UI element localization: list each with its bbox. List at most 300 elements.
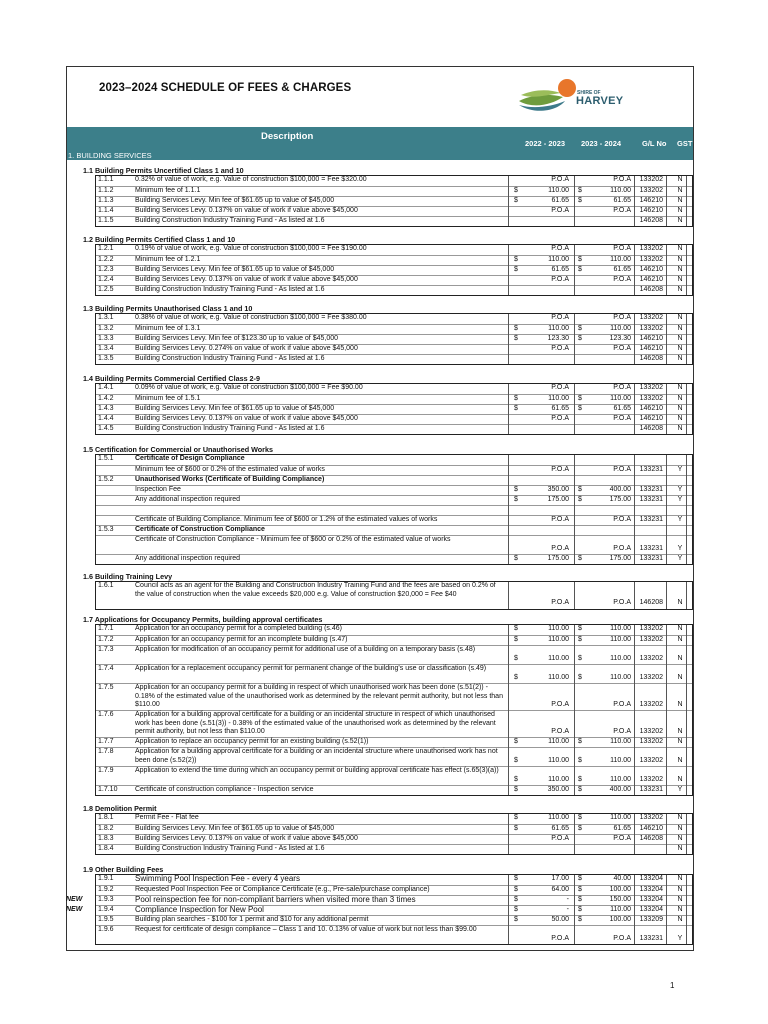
- currency-2022: $: [514, 776, 518, 783]
- fee-2023: P.O.A: [613, 728, 631, 735]
- gst-flag: N: [677, 776, 683, 783]
- column-divider: [634, 384, 635, 434]
- fee-2022: P.O.A: [551, 207, 569, 214]
- fee-2022: 61.65: [551, 266, 569, 273]
- item-description: Building Services Levy. 0.137% on value of work if value above $45,000: [135, 276, 358, 283]
- item-number: 1.4.1: [98, 384, 114, 391]
- gst-flag: N: [677, 728, 683, 735]
- column-divider: [634, 814, 635, 854]
- fee-2023: 400.00: [609, 786, 631, 793]
- item-number: 1.2.4: [98, 276, 114, 283]
- column-divider: [686, 875, 687, 944]
- page-frame: [66, 66, 694, 951]
- fee-2022: P.O.A: [551, 415, 569, 422]
- gl-number: 133204: [639, 896, 663, 903]
- gl-number: 133204: [639, 875, 663, 882]
- item-description: Building Services Levy. Min fee of $61.65 up to value of $45,000: [135, 266, 335, 273]
- gl-number: 133202: [639, 757, 663, 764]
- currency-2022: $: [514, 486, 518, 493]
- item-description: Application to extend the time during which an occupancy permit or building approval certificate has effect (s.65(3)(a)): [135, 767, 499, 774]
- item-description: Application for an occupancy permit for a completed building (s.46): [135, 625, 342, 632]
- section-title: 1.4 Building Permits Commercial Certified Class 2-9: [83, 374, 260, 383]
- fee-2022: 61.65: [551, 825, 569, 832]
- fee-2023: 110.00: [610, 636, 631, 643]
- section-table: [95, 581, 693, 610]
- section-table: [95, 244, 693, 296]
- fee-2022: 110.00: [548, 674, 569, 681]
- item-number: 1.3.5: [98, 355, 114, 362]
- item-number: 1.9.1: [98, 875, 114, 882]
- gst-flag: Y: [677, 516, 683, 523]
- currency-2022: $: [514, 256, 518, 263]
- section-table: [95, 454, 693, 565]
- header-col-gst: GST: [677, 139, 693, 148]
- currency-2022: $: [514, 886, 518, 893]
- item-description: Any additional inspection required: [135, 555, 241, 562]
- fee-2022: 110.00: [548, 625, 569, 632]
- fee-2023: 110.00: [610, 187, 631, 194]
- table-row: [96, 814, 692, 824]
- table-row: [96, 384, 692, 394]
- table-row: [96, 710, 692, 738]
- currency-2023: $: [578, 555, 582, 562]
- currency-2023: $: [578, 916, 582, 923]
- gst-flag: Y: [677, 786, 683, 793]
- table-row: [96, 785, 692, 796]
- section-table: [95, 383, 693, 435]
- item-number: 1.9.5: [98, 916, 114, 923]
- section-title: 1.2 Building Permits Certified Class 1 and 10: [83, 235, 236, 244]
- table-row: [96, 354, 692, 365]
- column-divider: [574, 384, 575, 434]
- column-divider: [634, 455, 635, 564]
- section-table: [66, 874, 693, 945]
- column-divider: [574, 455, 575, 564]
- column-divider: [634, 875, 635, 944]
- item-description: 0.38% of value of work, e.g. Value of construction $100,000 = Fee $380.00: [135, 314, 367, 321]
- currency-2022: $: [514, 906, 518, 913]
- item-description: Application for a building approval certificate for a building or an incidental structure in respect of which unauthorised work has been done (s.51(3)) - 0.38% of the estimated value of the unauthorised work as determined by the relevant permit authority, but not less than $110.00: [135, 711, 496, 736]
- item-description: Application for an occupancy permit for an incomplete building (s.47): [135, 636, 348, 643]
- column-divider: [634, 625, 635, 795]
- column-divider: [574, 875, 575, 944]
- fee-2022: -: [566, 896, 569, 903]
- item-number: 1.2.5: [98, 286, 114, 293]
- currency-2022: $: [514, 875, 518, 882]
- currency-2023: $: [578, 674, 582, 681]
- column-divider: [508, 814, 509, 854]
- item-description: Building Services Levy. Min fee of $61.65 up to value of $45,000: [135, 197, 335, 204]
- item-number: 1.1.2: [98, 187, 114, 194]
- currency-2023: $: [578, 636, 582, 643]
- currency-2023: $: [578, 395, 582, 402]
- fee-2022: -: [566, 906, 569, 913]
- gst-flag: Y: [677, 555, 683, 562]
- column-divider: [686, 176, 687, 226]
- column-divider: [666, 582, 667, 609]
- column-divider: [508, 875, 509, 944]
- column-divider: [686, 582, 687, 609]
- gl-number: 146210: [639, 197, 663, 204]
- gl-number: 133204: [639, 886, 663, 893]
- item-number: 1.4.4: [98, 415, 114, 422]
- gst-flag: N: [677, 415, 683, 422]
- item-description: Application for a building approval certificate for a building or an incidental structure where unauthorised work has not been done (s.52(2)): [135, 748, 498, 764]
- fee-2022: 350.00: [547, 786, 569, 793]
- gl-number: 133202: [639, 814, 663, 821]
- gst-flag: N: [677, 256, 683, 263]
- item-number: 1.7.4: [98, 665, 114, 672]
- column-divider: [686, 314, 687, 364]
- gl-number: 133202: [639, 738, 663, 745]
- gl-number: 133231: [639, 786, 663, 793]
- currency-2023: $: [578, 187, 582, 194]
- item-description: Building Services Levy. 0.137% on value of work if value above $45,000: [135, 207, 358, 214]
- table-row: [96, 535, 692, 555]
- item-number: 1.1.4: [98, 207, 114, 214]
- fee-2022: 175.00: [547, 555, 569, 562]
- page-number: 1: [670, 981, 675, 990]
- column-divider: [666, 314, 667, 364]
- gl-number: 146208: [639, 217, 663, 224]
- gl-number: 146208: [639, 599, 663, 606]
- gl-number: 146210: [639, 207, 663, 214]
- fee-2023: 175.00: [609, 496, 631, 503]
- currency-2022: $: [514, 555, 518, 562]
- item-number: 1.1.3: [98, 197, 114, 204]
- item-number: 1.8.2: [98, 825, 114, 832]
- item-number: 1.8.3: [98, 835, 114, 842]
- fee-2022: 110.00: [548, 757, 569, 764]
- column-divider: [508, 176, 509, 226]
- item-number: 1.4.2: [98, 395, 114, 402]
- column-divider: [634, 314, 635, 364]
- gst-flag: N: [677, 636, 683, 643]
- gst-flag: N: [677, 875, 683, 882]
- gl-number: 146208: [639, 355, 663, 362]
- item-number: 1.4.3: [98, 405, 114, 412]
- item-number: 1.2.1: [98, 245, 114, 252]
- currency-2022: $: [514, 325, 518, 332]
- fee-2023: P.O.A: [613, 599, 631, 606]
- table-row: [96, 925, 692, 945]
- fee-2022: 50.00: [551, 916, 569, 923]
- item-number: 1.3.1: [98, 314, 114, 321]
- fee-2022: P.O.A: [551, 345, 569, 352]
- currency-2023: $: [578, 405, 582, 412]
- currency-2022: $: [514, 896, 518, 903]
- section-title: 1.5 Certification for Commercial or Unauthorised Works: [83, 445, 273, 454]
- item-description: Building Services Levy. Min fee of $61.65 up to value of $45,000: [135, 825, 335, 832]
- logo-text-harvey: HARVEY: [576, 95, 624, 107]
- fee-2023: 40.00: [613, 875, 631, 882]
- currency-2023: $: [578, 738, 582, 745]
- gl-number: 146208: [639, 425, 663, 432]
- gst-flag: N: [677, 896, 683, 903]
- fee-2023: P.O.A: [613, 701, 631, 708]
- item-description: Building Services Levy. 0.137% on value of work if value above $45,000: [135, 415, 358, 422]
- column-divider: [574, 245, 575, 295]
- gl-number: 146210: [639, 276, 663, 283]
- item-number: 1.5.2: [98, 476, 114, 483]
- column-divider: [666, 814, 667, 854]
- gl-number: 133204: [639, 906, 663, 913]
- currency-2023: $: [578, 335, 582, 342]
- gl-number: 146208: [639, 286, 663, 293]
- currency-2022: $: [514, 335, 518, 342]
- table-row: [96, 747, 692, 767]
- fee-2023: 61.65: [613, 197, 631, 204]
- currency-2023: $: [578, 655, 582, 662]
- gl-number: 133202: [639, 636, 663, 643]
- table-row: [96, 176, 692, 186]
- fee-2023: P.O.A: [613, 176, 631, 183]
- gl-number: 146210: [639, 335, 663, 342]
- gl-number: 146210: [639, 266, 663, 273]
- gst-flag: N: [677, 845, 683, 852]
- currency-2023: $: [578, 786, 582, 793]
- gst-flag: N: [677, 625, 683, 632]
- item-number: 1.3.2: [98, 325, 114, 332]
- item-number: 1.9.2: [98, 886, 114, 893]
- item-description: Minimum fee of $600 or 0.2% of the estimated value of works: [135, 466, 325, 473]
- fee-2023: P.O.A: [613, 466, 631, 473]
- logo-text-shire-of: SHIRE OF: [577, 90, 601, 96]
- column-divider: [634, 176, 635, 226]
- fee-2023: P.O.A: [613, 545, 631, 552]
- item-description: 0.19% of value of work, e.g. Value of construction $100,000 = Fee $190.00: [135, 245, 367, 252]
- table-row: [96, 645, 692, 665]
- fee-2023: 110.00: [610, 776, 631, 783]
- fee-2023: 150.00: [609, 896, 631, 903]
- currency-2022: $: [514, 757, 518, 764]
- gst-flag: N: [677, 187, 683, 194]
- table-row: [96, 625, 692, 635]
- item-description: Minimum fee of 1.2.1: [135, 256, 201, 263]
- gst-flag: N: [677, 325, 683, 332]
- table-row: [96, 766, 692, 786]
- gl-number: 133231: [639, 486, 663, 493]
- item-description: Council acts as an agent for the Building and Construction Industry Training Fund and the fees are based on 0.2% of the value of construction when the value exceeds $20,000 e.g. Value of construction $20,000 = Fee $40: [135, 582, 496, 598]
- item-description: Building Construction Industry Training Fund - As listed at 1.6: [135, 355, 325, 362]
- table-row: [96, 844, 692, 855]
- currency-2022: $: [514, 625, 518, 632]
- currency-2022: $: [514, 916, 518, 923]
- gl-number: 133231: [639, 466, 663, 473]
- gl-number: 133202: [639, 325, 663, 332]
- gl-number: 133202: [639, 314, 663, 321]
- fee-2023: 123.30: [609, 335, 631, 342]
- column-divider: [508, 245, 509, 295]
- section-title: 1.9 Other Building Fees: [83, 865, 164, 874]
- gst-flag: N: [677, 655, 683, 662]
- column-divider: [666, 625, 667, 795]
- item-description: Building Construction Industry Training Fund - As listed at 1.6: [135, 286, 325, 293]
- gl-number: 133231: [639, 545, 663, 552]
- fee-2023: 61.65: [613, 825, 631, 832]
- item-number: 1.2.3: [98, 266, 114, 273]
- column-divider: [574, 176, 575, 226]
- gl-number: 133202: [639, 187, 663, 194]
- item-description: Any additional inspection required: [135, 496, 241, 503]
- item-description: Building plan searches - $100 for 1 permit and $10 for any additional permit: [135, 916, 369, 923]
- gl-number: 133231: [639, 555, 663, 562]
- gl-number: 133231: [639, 935, 663, 942]
- fee-2023: P.O.A: [613, 835, 631, 842]
- fee-2023: 61.65: [613, 266, 631, 273]
- item-number: 1.5.3: [98, 526, 114, 533]
- gst-flag: Y: [677, 466, 683, 473]
- item-number: 1.9.6: [98, 926, 114, 933]
- fee-2022: 110.00: [548, 187, 569, 194]
- fee-2022: P.O.A: [551, 466, 569, 473]
- gst-flag: N: [677, 738, 683, 745]
- currency-2022: $: [514, 738, 518, 745]
- new-marker: NEW: [66, 906, 83, 913]
- gl-number: 146210: [639, 415, 663, 422]
- item-description: Building Services Levy. 0.137% on value of work if value above $45,000: [135, 835, 358, 842]
- gst-flag: N: [677, 355, 683, 362]
- column-divider: [666, 455, 667, 564]
- currency-2023: $: [578, 875, 582, 882]
- item-number: 1.7.5: [98, 684, 114, 691]
- gl-number: 133202: [639, 728, 663, 735]
- fee-2023: 110.00: [610, 674, 631, 681]
- currency-2022: $: [514, 266, 518, 273]
- item-number: 1.7.1: [98, 625, 114, 632]
- currency-2022: $: [514, 395, 518, 402]
- gst-flag: N: [677, 314, 683, 321]
- gst-flag: N: [677, 916, 683, 923]
- fee-2023: 61.65: [613, 405, 631, 412]
- gst-flag: N: [677, 405, 683, 412]
- fee-2023: P.O.A: [613, 345, 631, 352]
- gl-number: 133202: [639, 655, 663, 662]
- gl-number: 133231: [639, 516, 663, 523]
- item-description: Certificate of Construction Compliance - Minimum fee of $600 or 0.2% of the estimated value of works: [135, 536, 451, 543]
- table-row: [96, 582, 692, 609]
- gl-number: 133202: [639, 245, 663, 252]
- item-description: Minimum fee of 1.1.1: [135, 187, 201, 194]
- fee-2022: P.O.A: [551, 599, 569, 606]
- column-divider: [574, 314, 575, 364]
- fee-2023: P.O.A: [613, 384, 631, 391]
- currency-2022: $: [514, 496, 518, 503]
- currency-2023: $: [578, 486, 582, 493]
- gst-flag: N: [677, 286, 683, 293]
- column-divider: [666, 875, 667, 944]
- gst-flag: N: [677, 395, 683, 402]
- gst-flag: Y: [677, 935, 683, 942]
- item-description: Swimming Pool Inspection Fee - every 4 years: [135, 874, 300, 883]
- fee-2023: 100.00: [609, 916, 631, 923]
- item-description: Application for a replacement occupancy permit for permanent change of the building's use or classification (s.49): [135, 665, 487, 672]
- table-row: [96, 424, 692, 435]
- fee-2023: 110.00: [610, 738, 631, 745]
- fee-2023: 110.00: [610, 655, 631, 662]
- fee-2023: 110.00: [610, 757, 631, 764]
- gst-flag: N: [677, 217, 683, 224]
- column-divider: [508, 582, 509, 609]
- gl-number: 133202: [639, 625, 663, 632]
- section-band: 1. BUILDING SERVICES: [67, 151, 693, 160]
- header-col-gl: G/L No: [642, 139, 667, 148]
- item-description: Minimum fee of 1.3.1: [135, 325, 201, 332]
- item-number: 1.7.8: [98, 748, 114, 755]
- header-description: Description: [261, 131, 314, 142]
- item-number: 1.8.4: [98, 845, 114, 852]
- column-divider: [574, 582, 575, 609]
- fee-2023: P.O.A: [613, 314, 631, 321]
- column-divider: [666, 384, 667, 434]
- fee-2023: P.O.A: [613, 276, 631, 283]
- column-divider: [666, 176, 667, 226]
- fee-2022: 110.00: [548, 256, 569, 263]
- item-description: Building Construction Industry Training Fund - As listed at 1.6: [135, 217, 325, 224]
- currency-2023: $: [578, 625, 582, 632]
- column-divider: [574, 625, 575, 795]
- item-number: 1.7.6: [98, 711, 114, 718]
- fee-2022: 350.00: [547, 486, 569, 493]
- section-title: 1.8 Demolition Permit: [83, 804, 157, 813]
- currency-2023: $: [578, 776, 582, 783]
- fee-schedule: [67, 67, 693, 950]
- fee-2022: 123.30: [547, 335, 569, 342]
- currency-2023: $: [578, 896, 582, 903]
- currency-2023: $: [578, 906, 582, 913]
- table-row: [96, 875, 692, 885]
- item-number: 1.7.2: [98, 636, 114, 643]
- column-divider: [686, 455, 687, 564]
- table-row: [96, 314, 692, 324]
- item-number: 1.1.1: [98, 176, 114, 183]
- item-number: 1.9.3: [98, 896, 114, 903]
- gst-flag: N: [677, 886, 683, 893]
- page-title: 2023–2024 SCHEDULE OF FEES & CHARGES: [99, 82, 352, 94]
- currency-2023: $: [578, 825, 582, 832]
- fee-2022: 110.00: [548, 636, 569, 643]
- table-row: [96, 554, 692, 565]
- gl-number: 133202: [639, 176, 663, 183]
- section-table: [95, 813, 693, 855]
- fee-2022: P.O.A: [551, 384, 569, 391]
- item-description: Inspection Fee: [135, 486, 181, 493]
- gst-flag: N: [677, 757, 683, 764]
- fee-2022: 175.00: [547, 496, 569, 503]
- table-row: [96, 216, 692, 227]
- fee-2023: P.O.A: [613, 207, 631, 214]
- fee-2022: 110.00: [548, 325, 569, 332]
- header-col-2022: 2022 - 2023: [525, 139, 566, 148]
- gst-flag: N: [677, 425, 683, 432]
- item-description: 0.09% of value of work, e.g. Value of construction $100,000 = Fee $90.00: [135, 384, 363, 391]
- gst-flag: N: [677, 245, 683, 252]
- fee-2022: P.O.A: [551, 516, 569, 523]
- item-description: Application for modification of an occupancy permit for additional use of a building on a temporary basis (s.48): [135, 646, 476, 653]
- gst-flag: N: [677, 207, 683, 214]
- gst-flag: N: [677, 335, 683, 342]
- item-description: Certificate of Construction Compliance: [135, 526, 265, 533]
- currency-2022: $: [514, 786, 518, 793]
- section-table: [95, 624, 693, 796]
- gst-flag: N: [677, 197, 683, 204]
- currency-2022: $: [514, 655, 518, 662]
- gl-number: 133202: [639, 395, 663, 402]
- gst-flag: N: [677, 825, 683, 832]
- fee-2023: P.O.A: [613, 245, 631, 252]
- gst-flag: N: [677, 906, 683, 913]
- fee-2022: 64.00: [551, 886, 569, 893]
